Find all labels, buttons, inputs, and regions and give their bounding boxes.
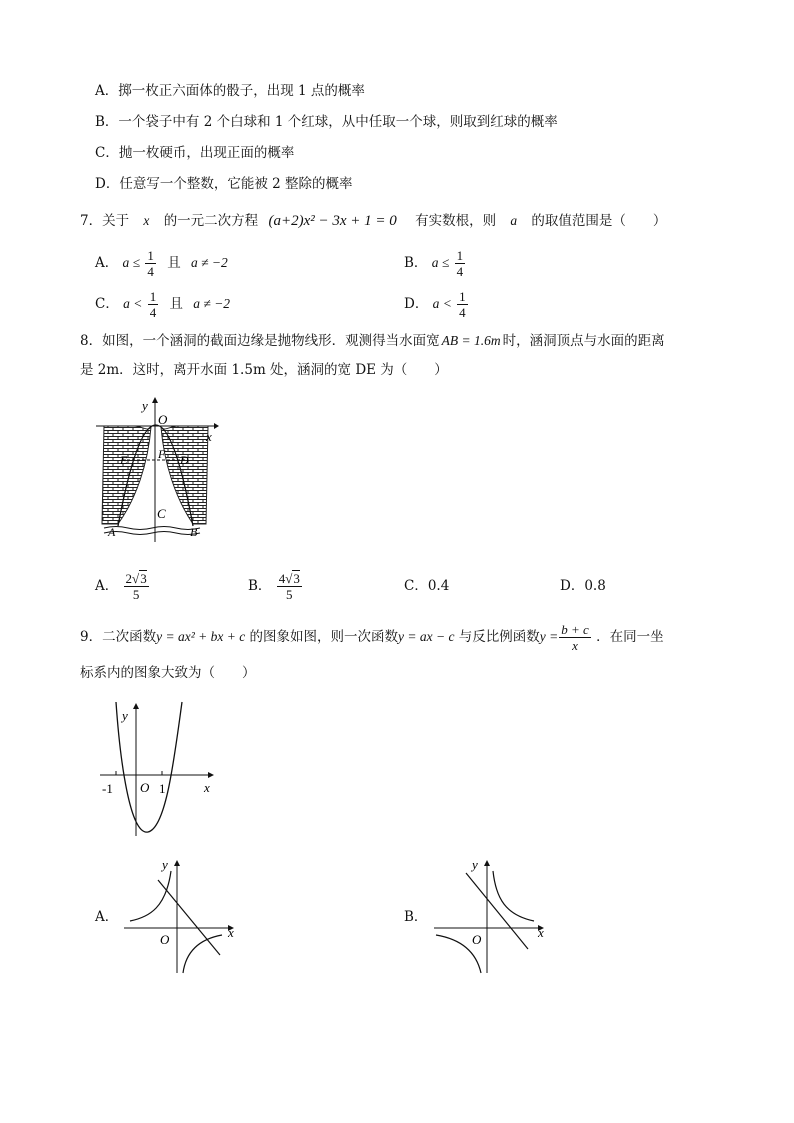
y-axis-arrow-icon: [484, 860, 490, 866]
y-axis-arrow-icon: [152, 397, 158, 403]
q9-line1: [80, 618, 664, 656]
numerator: b + c: [561, 622, 589, 637]
q8-line1-math: AB = 1.6m: [441, 333, 501, 348]
numerator: 1: [459, 289, 466, 304]
fraction: $\frac{4√3}{5}$: [278, 571, 300, 602]
q8-option-a: [95, 567, 150, 605]
q9-text-a: 9．二次函数: [80, 629, 157, 645]
label-y: y: [472, 857, 478, 872]
label-a: A: [108, 525, 116, 539]
q6-option-c: C．抛一枚硬币，出现正面的概率: [95, 145, 295, 161]
q9-text-b: 的图象如图，则一次函数: [249, 629, 398, 645]
numerator: 1: [149, 289, 157, 304]
q7-option-a-cond: a ≠ −2: [190, 255, 228, 270]
q7-suffix2: 的取值范围是（ ）: [531, 213, 667, 229]
q7-option-a-and: 且: [167, 255, 181, 271]
label-one: 1: [159, 781, 166, 796]
label-f: F: [158, 447, 166, 461]
numerator: 1: [456, 248, 464, 263]
label-o: O: [158, 412, 168, 427]
q7-mid: 的一元二次方程: [163, 213, 259, 229]
label-o: O: [472, 932, 482, 947]
culvert-figure: [96, 394, 226, 544]
quadratic-graph: [96, 700, 226, 840]
x-axis-arrow-icon: [214, 423, 219, 429]
denominator: 4: [459, 305, 466, 320]
denominator: 4: [149, 305, 157, 320]
q7-option-a-lhs: a ≤: [122, 255, 141, 270]
q8-option-c: C．0.4: [404, 578, 450, 594]
q7-option-b-lhs: a ≤: [431, 255, 450, 270]
numerator: 1: [147, 248, 154, 263]
q8-line2: 是 2m．这时，离开水面 1.5m 处，涵洞的宽 DE 为（ ）: [80, 362, 448, 378]
denominator: 4: [456, 264, 464, 279]
fraction: $\frac{2√3}{5}$: [125, 571, 147, 602]
label-o: O: [140, 780, 150, 795]
q9-option-a-graph: [120, 855, 245, 975]
brick-wall: [161, 426, 208, 524]
label-y: y: [142, 398, 148, 413]
q7-option-d-lhs: a <: [432, 296, 452, 311]
q7-option-c-label: C．: [95, 296, 119, 312]
q7-suffix1: 有实数根，则: [415, 213, 497, 229]
q7-var-x: x: [143, 213, 150, 228]
x-axis-arrow-icon: [208, 772, 214, 778]
label-d: D: [180, 453, 189, 467]
coefficient: 2: [125, 571, 133, 586]
q9-text-d: ．在同一坐: [596, 629, 664, 645]
fraction: [145, 248, 156, 279]
water-waves: [104, 527, 200, 535]
q7-stem: [80, 211, 666, 231]
fraction: [455, 248, 466, 279]
q7-option-c-lhs: a <: [123, 296, 143, 311]
q8-option-b-label: B．: [248, 578, 272, 594]
fraction: [559, 622, 591, 653]
q7-option-c-cond: a ≠ −2: [193, 296, 231, 311]
q8-option-d: D．0.8: [560, 578, 606, 594]
label-neg1: -1: [102, 781, 113, 796]
radicand: 3: [140, 571, 147, 586]
label-o: O: [160, 932, 170, 947]
q9-option-b-graph: [430, 855, 555, 975]
q6-option-d: D．任意写一个整数，它能被 2 整除的概率: [95, 176, 353, 192]
q9-func2: y = ax − c: [398, 629, 455, 644]
q7-option-b: [404, 245, 466, 281]
q7-option-a-label: A．: [95, 255, 119, 271]
q7-option-d-label: D．: [404, 296, 429, 312]
hyperbola-branch: [183, 935, 222, 973]
fraction: [148, 289, 159, 320]
q7-equation: (a+2)x² − 3x + 1 = 0: [268, 213, 397, 229]
radicand: 3: [293, 571, 300, 586]
brick-wall: [102, 426, 151, 524]
q8-line1-a: 8．如图，一个涵洞的截面边缘是抛物线形．观测得当水面宽: [80, 333, 440, 349]
label-b: B: [190, 525, 198, 539]
coefficient: 4: [278, 571, 286, 586]
q7-option-a: [95, 245, 228, 281]
label-y: y: [122, 708, 128, 723]
fraction: [457, 289, 468, 320]
q7-var-a: a: [510, 213, 518, 228]
q7-option-c-and: 且: [169, 296, 183, 312]
q7-option-d: [404, 286, 469, 322]
q7-option-b-label: B．: [404, 255, 428, 271]
label-y: y: [162, 857, 168, 872]
q9-option-a-label: A．: [95, 909, 119, 925]
q7-prefix: 7．关于: [80, 213, 130, 229]
label-x: x: [228, 925, 234, 940]
q8-line1-b: 时，涵洞顶点与水面的距离: [502, 333, 665, 349]
label-x: x: [206, 429, 212, 444]
q9-option-b-label: B．: [404, 909, 428, 925]
q6-option-b: B．一个袋子中有 2 个白球和 1 个红球，从中任取一个球，则取到红球的概率: [95, 114, 558, 130]
denominator: 5: [286, 587, 293, 602]
q9-func3-lhs: y =: [539, 629, 559, 644]
y-axis-arrow-icon: [133, 703, 139, 709]
q8-option-a-label: A．: [95, 578, 119, 594]
y-axis-arrow-icon: [174, 860, 180, 866]
q7-option-c: [95, 286, 230, 322]
label-x: x: [538, 925, 544, 940]
q6-option-a: A．掷一枚正六面体的骰子，出现 1 点的概率: [95, 83, 365, 99]
denominator: x: [572, 638, 578, 653]
q8-option-b: [248, 567, 303, 605]
q9-func1: y = ax² + bx + c: [156, 629, 246, 644]
denominator: 5: [132, 587, 140, 602]
label-c: C: [157, 506, 166, 521]
hyperbola-branch: [130, 871, 171, 921]
q9-text-c: 与反比例函数: [458, 629, 540, 645]
label-x: x: [204, 780, 210, 795]
label-e: E: [120, 453, 128, 467]
q9-line2: 标系内的图象大致为（ ）: [80, 665, 256, 681]
denominator: 4: [147, 264, 154, 279]
q8-line1: [80, 331, 665, 351]
